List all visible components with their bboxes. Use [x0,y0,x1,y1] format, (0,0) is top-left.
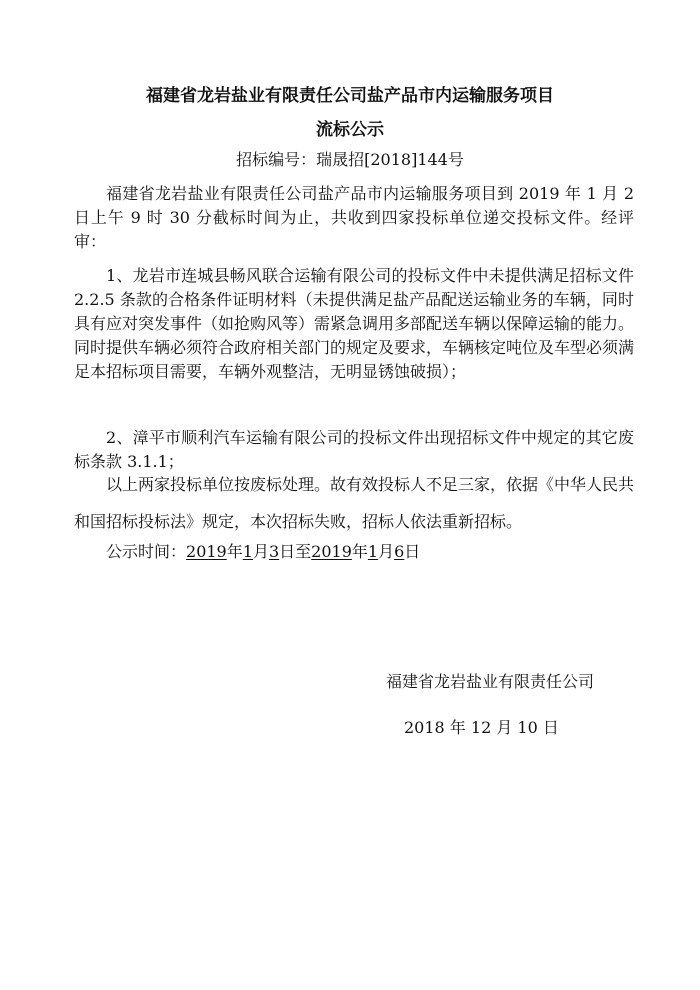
end-day: 6 [394,542,405,561]
paragraph-intro: 福建省龙岩盐业有限责任公司盐产品市内运输服务项目到 2019 年 1 月 2 日上午 9 时 30 分截标时间为止，共收到四家投标单位递交投标文件。经评审： [74,184,634,251]
end-year: 2019 [311,542,352,561]
start-year: 2019 [186,542,227,561]
notice-period-label: 公示时间： [106,542,187,561]
paragraph-item-1: 1、龙岩市连城县畅风联合运输有限公司的投标文件中未提供满足招标文件 2.2.5 条款的合格条件证明材料（未提供满足盐产品配送运输业务的车辆，同时具有应对突发事件（如抢购风等）需紧急调用多部配送车辆以保障运输的能力。同时提供车辆必须符合政府相关部门的规定及要求，车辆核定吨位及车型必须满足本招标项目需要，车辆外观整洁，无明显锈蚀破损）； [74,266,635,381]
signature-date: 2018 年 12 月 10 日 [404,718,559,737]
unit-day: 日 [279,542,296,561]
unit-month: 月 [252,542,269,561]
unit-year: 年 [351,542,368,561]
start-day: 3 [268,542,280,561]
document-title: 福建省龙岩盐业有限责任公司盐产品市内运输服务项目 [146,86,554,106]
unit-day: 日 [404,542,421,561]
signature-organization: 福建省龙岩盐业有限责任公司 [386,672,595,691]
paragraph-conclusion: 以上两家投标单位按废标处理。故有效投标人不足三家，依据《中华人民共和国招标投标法》规定，本次招标失败，招标人依法重新招标。 [74,475,635,531]
to-word: 至 [295,542,312,561]
notice-period [106,540,420,564]
tender-number: 招标编号：瑞晟招[2018]144号 [236,150,464,169]
unit-year: 年 [226,542,243,561]
start-month: 1 [242,542,253,561]
document-subtitle: 流标公示 [316,120,384,140]
paragraph-item-2: 2、漳平市顺利汽车运输有限公司的投标文件出现招标文件中规定的其它废标条款 3.1.1； [74,428,634,471]
unit-month: 月 [378,542,395,561]
end-month: 1 [367,542,379,561]
